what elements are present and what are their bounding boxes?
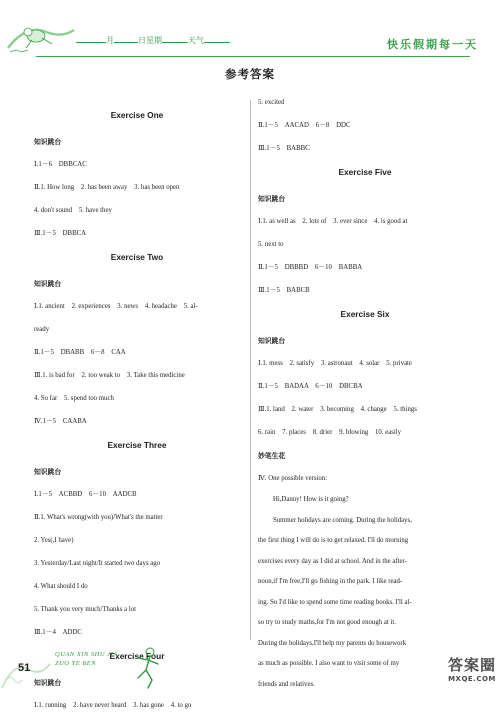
answer-line: Ⅱ.1. How long 2. has been away 3. has been open [34, 184, 180, 191]
date-day-label: 日 [138, 36, 146, 45]
answer-line: Ⅱ.1. What's wrong(with you)/What's the matter [34, 514, 163, 521]
answer-line: Ⅳ.1－5 CAABA [34, 418, 87, 425]
exercise-five-subheading: 知识跳台 [258, 195, 286, 203]
page-footer [0, 640, 500, 693]
answer-line: 6. rain 7. places 8. drier 9. blowing 10. easily [258, 429, 402, 436]
answer-line: Ⅲ.1－5 BABBC [258, 145, 310, 152]
page-number: 51 [18, 662, 31, 674]
footer-brand-line2: ZUO YE BEN [55, 660, 97, 667]
exercise-six-subheading: 知识跳台 [258, 337, 286, 345]
answer-line: 4. So far 5. spend too much [34, 395, 114, 402]
answer-line: Ⅱ.1－5 DBABB 6－8 CAA [34, 349, 126, 356]
essay-line: friends and relatives. [258, 680, 315, 688]
runner-figure-icon [128, 644, 168, 692]
answer-line: Ⅲ.1. land 2. water 3. becoming 4. change 5. things [258, 406, 417, 413]
exercise-four-title: Exercise Four [109, 651, 165, 661]
answer-line: 2. Yes(,I have) [34, 537, 74, 544]
answer-line: 4. What should I do [34, 583, 88, 590]
exercise-one-subheading: 知识跳台 [34, 138, 62, 146]
exercise-three-subheading: 知识跳台 [34, 468, 62, 476]
exercise-five-title: Exercise Five [338, 167, 392, 177]
answer-line: Ⅲ.1－4 ADDC [34, 629, 82, 636]
answer-line: Ⅱ.1－5 AACAD 6－8 DDC [258, 122, 351, 129]
watermark-main: 答案圈 [447, 656, 496, 674]
column-divider [250, 100, 251, 640]
answer-line: 5. Thank you very much/Thanks a lot [34, 606, 136, 613]
exercise-four-subheading: 知识跳台 [34, 679, 62, 687]
essay-line: the first thing I will do is to get relaxed. I'll do morning [258, 537, 409, 544]
page-title: 参考答案 [225, 67, 275, 81]
watermark-sub: MXQE.COM [448, 675, 496, 683]
exercise-six-title: Exercise Six [340, 309, 390, 319]
date-weather-label: 天气 [188, 36, 204, 45]
page-header [0, 0, 500, 56]
footer-brand [55, 650, 118, 668]
essay-line: ing. So I'd like to spend some time reading books. I'll al- [258, 598, 412, 606]
answer-line: 5. excited [258, 99, 285, 106]
essay-line: so try to study maths,for I'm not good enough at it. [258, 619, 396, 626]
essay-line: During the holidays,I'll help my parents do housework [258, 639, 407, 647]
essay-line: Summer holidays are coming. During the holidays, [272, 516, 412, 524]
header-slogan: 快乐假期每一天 [387, 38, 478, 51]
answer-line: Ⅰ.1. mess 2. satisfy 3. astronaut 4. solar 5. private [258, 360, 412, 367]
cartoon-kid-logo-icon [6, 18, 76, 54]
answer-line: Ⅲ.1－5 DBBCA [34, 230, 87, 237]
header-rule [36, 56, 470, 57]
answer-line: Ⅱ.1－5 DBBBD 6－10 BABBA [258, 264, 363, 271]
essay-line: noon,if I'm free,I'll go fishing in the park. I like read- [258, 578, 403, 585]
exercise-three-title: Exercise Three [107, 440, 167, 450]
answer-line: 3. Yesterday/Last night/It started two days ago [34, 560, 161, 567]
answer-line: Ⅱ.1－5 BADAA 6－10 DBCBA [258, 383, 363, 390]
right-column [258, 98, 472, 695]
essay-line: exercises every day as I did at school. And in the after- [258, 557, 407, 565]
answer-line: Ⅲ.1. is bad for 2. too weak to 3. Take this medicine [34, 372, 185, 379]
answer-line: Ⅰ.1. ancient 2. experiences 3. news 4. headache 5. al- [34, 303, 198, 310]
exercise-two-title: Exercise Two [110, 252, 164, 262]
date-weather-line [76, 34, 230, 46]
answer-line: 4. don't sound 5. have they [34, 207, 112, 214]
exercise-one-title: Exercise One [110, 110, 164, 120]
answer-line: Ⅰ.1. as well as 2. lots of 3. ever since 4. is good at [258, 218, 408, 225]
answer-line: Ⅰ.1. running 2. have never heard 3. has gone 4. to go [34, 702, 192, 709]
answer-line: ready [34, 326, 50, 333]
writing-intro: Ⅳ. One possible version: [258, 475, 328, 482]
date-weekday-label: 星期 [146, 36, 162, 45]
watermark [448, 654, 496, 683]
footer-brand-line1: QUAN XIN SHU JIA [55, 651, 118, 658]
essay-line: as much as possible. I also want to visit some of my [258, 660, 400, 667]
writing-subheading: 妙笔生花 [258, 452, 286, 460]
answer-line: Ⅰ.1－5 ACBBD 6－10 AADCB [34, 491, 137, 498]
answer-line: 5. next to [258, 241, 284, 248]
essay-line: Hi,Danny! How is it going? [272, 496, 349, 503]
date-month-label: 月 [106, 36, 114, 45]
answer-line: Ⅲ.1－5 BABCB [258, 287, 310, 294]
answer-line: Ⅰ.1－6 DBBCAC [34, 161, 87, 168]
left-column [34, 98, 240, 724]
exercise-two-subheading: 知识跳台 [34, 280, 62, 288]
